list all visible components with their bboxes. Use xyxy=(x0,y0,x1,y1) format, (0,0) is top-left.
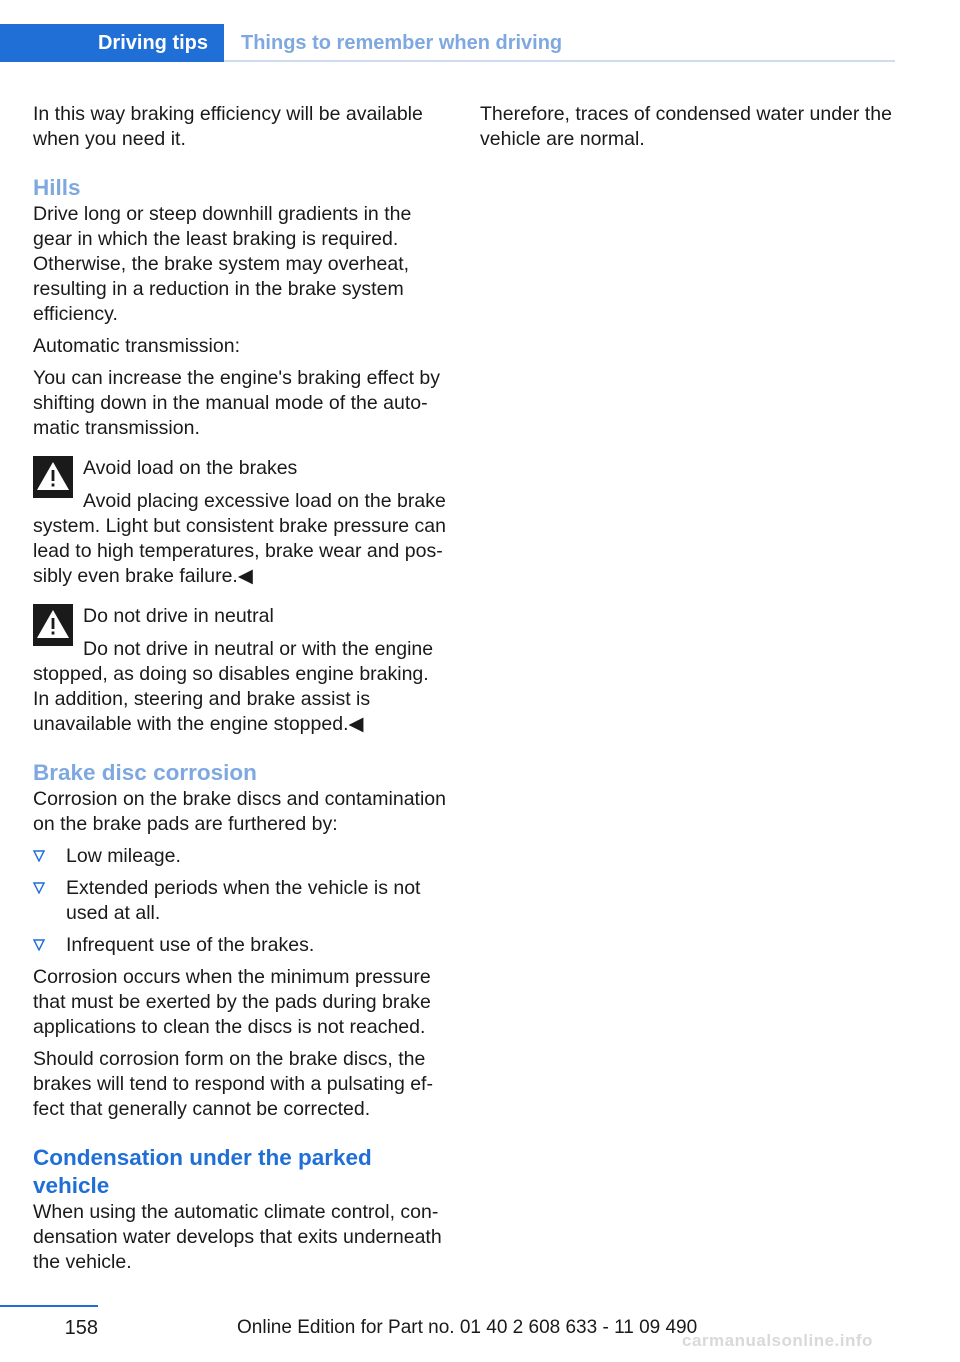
list-item xyxy=(33,876,449,926)
left-column xyxy=(33,102,449,1282)
corrosion-paragraph-3: Should corrosion form on the brake discs, the brakes will tend to respond with a pulsating ef‐fect that generally cannot be corrected. xyxy=(33,1048,433,1120)
hills-paragraph-1: Drive long or steep downhill gradients in the gear in which the least braking is required. Otherwise, the brake system may overheat, resulting in a reduction in the brake system efficiency. xyxy=(33,203,412,325)
chapter-tab: Driving tips xyxy=(0,24,224,62)
list-item-text: Extended periods when the vehicle is not used at all. xyxy=(66,877,421,924)
hills-paragraph-2: Automatic transmission: xyxy=(33,335,240,357)
page-number: 158 xyxy=(64,1317,98,1339)
corrosion-heading: Brake disc corrosion xyxy=(33,760,257,785)
condensation-heading: Condensation under the parked vehicle xyxy=(33,1145,372,1198)
warning-triangle-icon xyxy=(33,456,73,498)
triangle-bullet-icon xyxy=(33,882,45,894)
intro-paragraph: In this way braking efficiency will be available when you need it. xyxy=(33,103,423,150)
warning-title: Do not drive in neutral xyxy=(83,605,274,627)
triangle-bullet-icon xyxy=(33,850,45,862)
warning-neutral xyxy=(33,604,449,737)
warning-triangle-icon xyxy=(33,604,73,646)
page-header xyxy=(0,24,895,62)
condensation-section xyxy=(33,1144,449,1275)
corrosion-list xyxy=(33,844,449,958)
list-item-text: Low mileage. xyxy=(66,845,181,867)
list-item xyxy=(33,933,449,958)
corrosion-section xyxy=(33,759,449,1122)
warning-body: Avoid placing excessive load on the brake system. Light but consistent brake pressure can lead to high temperatures, brake wear and pos‐sibly even brake failure.◀ xyxy=(33,490,446,587)
warning-body: Do not drive in neutral or with the engine stopped, as doing so disables engine braking. In addition, steering and brake assist is unavailable with the engine stopped.◀ xyxy=(33,638,434,735)
corrosion-paragraph-1: Corrosion on the brake discs and contamination on the brake pads are furthered by: xyxy=(33,788,446,835)
condensation-paragraph-2: Therefore, traces of condensed water under the vehicle are normal. xyxy=(480,103,892,150)
warning-title: Avoid load on the brakes xyxy=(83,457,298,479)
list-item-text: Infrequent use of the brakes. xyxy=(66,934,315,956)
hills-heading: Hills xyxy=(33,175,81,200)
footer-rule xyxy=(0,1305,98,1307)
section-title: Things to remember when driving xyxy=(241,32,563,54)
hills-paragraph-3: You can increase the engine's braking effect by shifting down in the manual mode of the auto‐matic transmission. xyxy=(33,367,441,439)
corrosion-paragraph-2: Corrosion occurs when the minimum pressure that must be exerted by the pads during brake applications to clean the discs is not reached. xyxy=(33,966,431,1038)
condensation-paragraph-1: When using the automatic climate control, con‐densation water develops that exits underneath the vehicle. xyxy=(33,1201,442,1273)
right-column xyxy=(480,102,896,159)
watermark: carmanualsonline.info xyxy=(682,1331,873,1350)
list-item xyxy=(33,844,449,869)
edition-info: Online Edition for Part no. 01 40 2 608 633 - 11 09 490 xyxy=(237,1317,698,1338)
warning-brake-load xyxy=(33,456,449,589)
header-rule xyxy=(224,60,895,62)
triangle-bullet-icon xyxy=(33,939,45,951)
hills-section xyxy=(33,174,449,737)
